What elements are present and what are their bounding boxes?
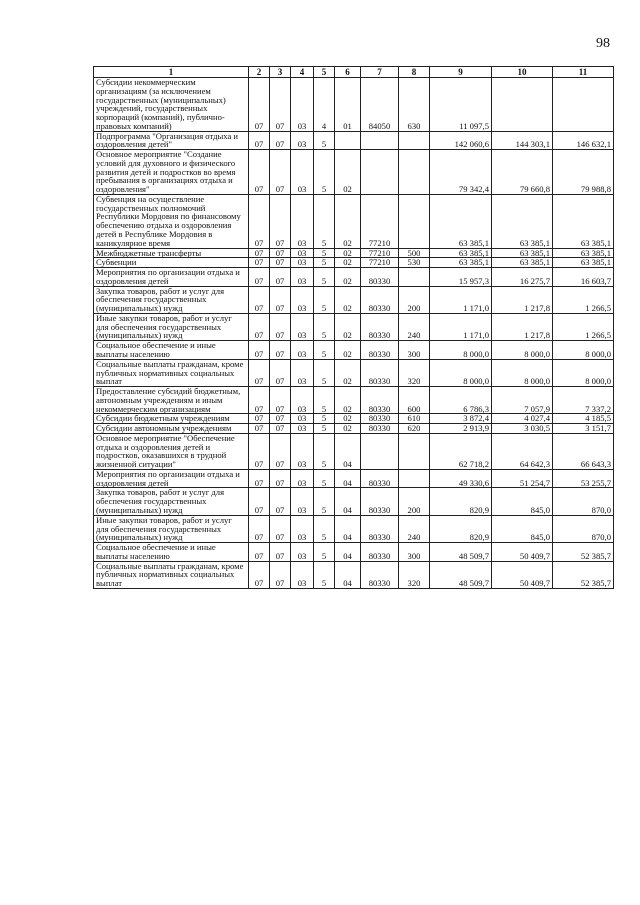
row-code-c4: 03	[291, 286, 314, 313]
row-code-c2: 07	[249, 131, 270, 150]
row-amount-c10: 50 409,7	[492, 561, 553, 588]
column-header: 1	[94, 67, 249, 78]
column-header: 8	[399, 67, 430, 78]
row-code-c6: 01	[335, 78, 361, 132]
row-code-c8: 600	[399, 387, 430, 414]
row-code-c3: 07	[270, 469, 291, 488]
row-amount-c10: 51 254,7	[492, 469, 553, 488]
row-code-c4: 03	[291, 131, 314, 150]
row-code-c5: 5	[314, 469, 335, 488]
row-code-c5: 5	[314, 341, 335, 360]
row-code-c3: 07	[270, 313, 291, 340]
row-code-c7: 80330	[361, 424, 399, 434]
budget-table	[93, 66, 614, 589]
row-amount-c11: 870,0	[553, 488, 614, 515]
row-name: Закупка товаров, работ и услуг для обеспечения государственных (муниципальных) нужд	[94, 488, 249, 515]
row-code-c7: 80330	[361, 359, 399, 386]
row-name: Закупка товаров, работ и услуг для обеспечения государственных (муниципальных) нужд	[94, 286, 249, 313]
row-code-c3: 07	[270, 78, 291, 132]
row-code-c8: 300	[399, 543, 430, 562]
row-code-c2: 07	[249, 78, 270, 132]
row-amount-c11: 63 385,1	[553, 258, 614, 268]
row-code-c6: 02	[335, 313, 361, 340]
row-name: Социальные выплаты гражданам, кроме публичных нормативных социальных выплат	[94, 359, 249, 386]
row-amount-c9: 6 786,3	[430, 387, 492, 414]
row-code-c4: 03	[291, 268, 314, 287]
table-row	[94, 359, 614, 386]
row-amount-c11: 63 385,1	[553, 248, 614, 258]
row-name: Субсидии некоммерческим организациям (за исключением государственных (муниципальных) учреждений, государственных корпораций (компаний), публично-правовых компаний)	[94, 78, 249, 132]
table-row	[94, 341, 614, 360]
row-code-c6: 04	[335, 488, 361, 515]
row-code-c7: 80330	[361, 313, 399, 340]
row-amount-c11: 52 385,7	[553, 543, 614, 562]
row-code-c5: 5	[314, 488, 335, 515]
row-code-c5: 5	[314, 194, 335, 248]
row-name: Социальное обеспечение и иные выплаты населению	[94, 341, 249, 360]
row-code-c6: 02	[335, 387, 361, 414]
row-name: Социальное обеспечение и иные выплаты населению	[94, 543, 249, 562]
row-code-c7: 80330	[361, 543, 399, 562]
row-name: Иные закупки товаров, работ и услуг для обеспечения государственных (муниципальных) нужд	[94, 313, 249, 340]
column-header: 11	[553, 67, 614, 78]
column-header: 3	[270, 67, 291, 78]
row-amount-c11: 3 151,7	[553, 424, 614, 434]
row-code-c2: 07	[249, 258, 270, 268]
row-amount-c9: 15 957,3	[430, 268, 492, 287]
table-row	[94, 543, 614, 562]
row-code-c3: 07	[270, 268, 291, 287]
row-code-c2: 07	[249, 414, 270, 424]
row-amount-c10: 8 000,0	[492, 341, 553, 360]
row-code-c5: 5	[314, 433, 335, 469]
row-code-c6: 02	[335, 150, 361, 195]
row-amount-c9: 2 913,9	[430, 424, 492, 434]
row-code-c6: 02	[335, 248, 361, 258]
row-code-c4: 03	[291, 424, 314, 434]
row-code-c7: 84050	[361, 78, 399, 132]
table-row	[94, 194, 614, 248]
row-code-c8: 320	[399, 561, 430, 588]
row-code-c2: 07	[249, 359, 270, 386]
row-code-c6: 02	[335, 359, 361, 386]
row-code-c8	[399, 268, 430, 287]
row-amount-c10: 64 642,3	[492, 433, 553, 469]
row-code-c5: 5	[314, 150, 335, 195]
row-code-c5: 5	[314, 248, 335, 258]
row-amount-c10: 1 217,8	[492, 286, 553, 313]
row-name: Мероприятия по организации отдыха и оздоровления детей	[94, 268, 249, 287]
row-code-c8	[399, 194, 430, 248]
row-code-c4: 03	[291, 150, 314, 195]
row-code-c2: 07	[249, 150, 270, 195]
row-code-c5: 5	[314, 258, 335, 268]
row-amount-c10: 63 385,1	[492, 258, 553, 268]
row-amount-c10: 63 385,1	[492, 248, 553, 258]
row-amount-c9: 11 097,5	[430, 78, 492, 132]
row-code-c5: 5	[314, 359, 335, 386]
row-code-c7: 80330	[361, 268, 399, 287]
row-code-c3: 07	[270, 150, 291, 195]
row-amount-c9: 63 385,1	[430, 194, 492, 248]
row-amount-c11: 146 632,1	[553, 131, 614, 150]
table-row	[94, 150, 614, 195]
row-amount-c9: 142 060,6	[430, 131, 492, 150]
row-code-c8: 500	[399, 248, 430, 258]
row-amount-c9: 48 509,7	[430, 561, 492, 588]
row-amount-c11: 8 000,0	[553, 359, 614, 386]
row-code-c6: 02	[335, 414, 361, 424]
row-code-c7: 77210	[361, 258, 399, 268]
row-code-c6: 04	[335, 433, 361, 469]
row-amount-c9: 63 385,1	[430, 248, 492, 258]
row-code-c4: 03	[291, 387, 314, 414]
row-amount-c9: 8 000,0	[430, 341, 492, 360]
row-amount-c9: 79 342,4	[430, 150, 492, 195]
row-amount-c10: 144 303,1	[492, 131, 553, 150]
row-code-c7: 80330	[361, 488, 399, 515]
row-code-c7	[361, 433, 399, 469]
row-code-c2: 07	[249, 268, 270, 287]
row-amount-c9: 62 718,2	[430, 433, 492, 469]
row-code-c4: 03	[291, 194, 314, 248]
row-amount-c9: 8 000,0	[430, 359, 492, 386]
row-code-c2: 07	[249, 341, 270, 360]
row-code-c7: 80330	[361, 387, 399, 414]
table-row	[94, 433, 614, 469]
row-code-c4: 03	[291, 313, 314, 340]
row-code-c3: 07	[270, 194, 291, 248]
row-code-c7	[361, 131, 399, 150]
row-code-c2: 07	[249, 248, 270, 258]
row-code-c5: 5	[314, 387, 335, 414]
row-code-c3: 07	[270, 359, 291, 386]
row-code-c4: 03	[291, 515, 314, 542]
row-code-c4: 03	[291, 433, 314, 469]
row-amount-c10: 79 660,8	[492, 150, 553, 195]
row-amount-c10: 8 000,0	[492, 359, 553, 386]
row-code-c8: 240	[399, 515, 430, 542]
row-code-c7: 80330	[361, 515, 399, 542]
row-amount-c10: 3 030,5	[492, 424, 553, 434]
column-header: 10	[492, 67, 553, 78]
row-code-c2: 07	[249, 488, 270, 515]
row-code-c6: 04	[335, 561, 361, 588]
row-code-c6: 02	[335, 194, 361, 248]
row-code-c3: 07	[270, 387, 291, 414]
row-code-c3: 07	[270, 488, 291, 515]
table-row	[94, 424, 614, 434]
row-amount-c9: 3 872,4	[430, 414, 492, 424]
table-row	[94, 131, 614, 150]
row-code-c5: 5	[314, 286, 335, 313]
row-code-c4: 03	[291, 414, 314, 424]
row-code-c2: 07	[249, 469, 270, 488]
row-amount-c10: 1 217,8	[492, 313, 553, 340]
row-amount-c10	[492, 78, 553, 132]
row-code-c3: 07	[270, 515, 291, 542]
row-code-c2: 07	[249, 543, 270, 562]
row-code-c4: 03	[291, 78, 314, 132]
row-amount-c9: 820,9	[430, 515, 492, 542]
row-code-c3: 07	[270, 248, 291, 258]
row-amount-c11: 7 337,2	[553, 387, 614, 414]
row-amount-c10: 7 057,9	[492, 387, 553, 414]
row-amount-c11: 8 000,0	[553, 341, 614, 360]
column-header: 4	[291, 67, 314, 78]
table-row	[94, 515, 614, 542]
row-code-c8	[399, 469, 430, 488]
row-amount-c11: 1 266,5	[553, 286, 614, 313]
row-code-c5: 5	[314, 414, 335, 424]
table-row	[94, 286, 614, 313]
row-amount-c9: 1 171,0	[430, 313, 492, 340]
row-code-c3: 07	[270, 131, 291, 150]
row-code-c8: 620	[399, 424, 430, 434]
row-code-c4: 03	[291, 248, 314, 258]
column-header: 9	[430, 67, 492, 78]
row-amount-c11: 79 988,8	[553, 150, 614, 195]
row-amount-c9: 49 330,6	[430, 469, 492, 488]
row-amount-c10: 845,0	[492, 488, 553, 515]
row-name: Мероприятия по организации отдыха и оздоровления детей	[94, 469, 249, 488]
row-code-c8	[399, 433, 430, 469]
row-amount-c9: 820,9	[430, 488, 492, 515]
row-code-c7: 80330	[361, 414, 399, 424]
row-code-c4: 03	[291, 488, 314, 515]
row-code-c7	[361, 150, 399, 195]
row-name: Подпрограмма "Организация отдыха и оздоровления детей"	[94, 131, 249, 150]
row-amount-c9: 1 171,0	[430, 286, 492, 313]
row-code-c5: 5	[314, 268, 335, 287]
row-code-c2: 07	[249, 515, 270, 542]
row-code-c4: 03	[291, 469, 314, 488]
row-code-c2: 07	[249, 424, 270, 434]
row-code-c3: 07	[270, 433, 291, 469]
row-amount-c11: 63 385,1	[553, 194, 614, 248]
row-code-c8: 630	[399, 78, 430, 132]
row-code-c4: 03	[291, 359, 314, 386]
row-name: Предоставление субсидий бюджетным, автономным учреждениям и иным некоммерческим организациям	[94, 387, 249, 414]
row-code-c5: 5	[314, 424, 335, 434]
table-row	[94, 414, 614, 424]
row-code-c8: 240	[399, 313, 430, 340]
row-code-c7: 80330	[361, 286, 399, 313]
row-code-c4: 03	[291, 543, 314, 562]
row-code-c7: 80330	[361, 561, 399, 588]
row-code-c3: 07	[270, 258, 291, 268]
row-code-c2: 07	[249, 313, 270, 340]
row-code-c6: 04	[335, 515, 361, 542]
table-row	[94, 78, 614, 132]
row-code-c6	[335, 131, 361, 150]
row-amount-c11: 1 266,5	[553, 313, 614, 340]
row-code-c5: 5	[314, 131, 335, 150]
row-code-c8: 200	[399, 286, 430, 313]
table-row	[94, 561, 614, 588]
row-code-c8: 610	[399, 414, 430, 424]
row-code-c5: 5	[314, 561, 335, 588]
row-code-c5: 4	[314, 78, 335, 132]
row-code-c7: 77210	[361, 248, 399, 258]
row-amount-c11: 66 643,3	[553, 433, 614, 469]
row-code-c3: 07	[270, 341, 291, 360]
row-amount-c11: 52 385,7	[553, 561, 614, 588]
row-amount-c11: 53 255,7	[553, 469, 614, 488]
row-code-c8: 300	[399, 341, 430, 360]
header-row	[94, 67, 614, 78]
row-code-c3: 07	[270, 414, 291, 424]
row-code-c8	[399, 150, 430, 195]
row-code-c6: 02	[335, 341, 361, 360]
table-row	[94, 469, 614, 488]
row-code-c6: 02	[335, 286, 361, 313]
row-code-c6: 04	[335, 469, 361, 488]
row-amount-c11: 4 185,5	[553, 414, 614, 424]
row-code-c4: 03	[291, 258, 314, 268]
row-amount-c11: 870,0	[553, 515, 614, 542]
row-code-c6: 02	[335, 258, 361, 268]
row-code-c5: 5	[314, 515, 335, 542]
row-code-c6: 04	[335, 543, 361, 562]
row-code-c7: 80330	[361, 341, 399, 360]
row-code-c5: 5	[314, 313, 335, 340]
table-row	[94, 488, 614, 515]
column-header: 7	[361, 67, 399, 78]
row-code-c2: 07	[249, 561, 270, 588]
row-name: Социальные выплаты гражданам, кроме публичных нормативных социальных выплат	[94, 561, 249, 588]
row-code-c7: 77210	[361, 194, 399, 248]
row-name: Межбюджетные трансферты	[94, 248, 249, 258]
row-name: Основное мероприятие "Создание условий для духовного и физического развития детей и подростков во время пребывания в организациях отдыха и оздоровления"	[94, 150, 249, 195]
row-code-c6: 02	[335, 424, 361, 434]
row-amount-c10: 845,0	[492, 515, 553, 542]
row-code-c3: 07	[270, 543, 291, 562]
table-row	[94, 268, 614, 287]
column-header: 2	[249, 67, 270, 78]
row-amount-c11: 16 603,7	[553, 268, 614, 287]
row-code-c3: 07	[270, 286, 291, 313]
row-code-c2: 07	[249, 387, 270, 414]
row-amount-c10: 16 275,7	[492, 268, 553, 287]
row-code-c3: 07	[270, 561, 291, 588]
row-name: Иные закупки товаров, работ и услуг для обеспечения государственных (муниципальных) нужд	[94, 515, 249, 542]
row-amount-c11	[553, 78, 614, 132]
row-code-c8: 530	[399, 258, 430, 268]
row-amount-c10: 4 027,4	[492, 414, 553, 424]
column-header: 6	[335, 67, 361, 78]
row-name: Субсидии бюджетным учреждениям	[94, 414, 249, 424]
row-code-c8: 200	[399, 488, 430, 515]
row-amount-c9: 63 385,1	[430, 258, 492, 268]
row-name: Субвенция на осуществление государственных полномочий Республики Мордовия по финансовому обеспечению отдыха и оздоровления детей в Республике Мордовия в каникулярное время	[94, 194, 249, 248]
row-code-c5: 5	[314, 543, 335, 562]
row-amount-c10: 63 385,1	[492, 194, 553, 248]
row-name: Основное мероприятие "Обеспечение отдыха и оздоровления детей и подростков, оказавшихся в трудной жизненной ситуации"	[94, 433, 249, 469]
page-number: 98	[596, 36, 610, 51]
row-code-c3: 07	[270, 424, 291, 434]
row-code-c8: 320	[399, 359, 430, 386]
row-code-c2: 07	[249, 286, 270, 313]
row-code-c7: 80330	[361, 469, 399, 488]
row-code-c6: 02	[335, 268, 361, 287]
row-amount-c10: 50 409,7	[492, 543, 553, 562]
column-header: 5	[314, 67, 335, 78]
table-row	[94, 313, 614, 340]
row-code-c2: 07	[249, 433, 270, 469]
table-row	[94, 387, 614, 414]
row-name: Субсидии автономным учреждениям	[94, 424, 249, 434]
row-code-c2: 07	[249, 194, 270, 248]
table-row	[94, 258, 614, 268]
row-code-c4: 03	[291, 561, 314, 588]
row-amount-c9: 48 509,7	[430, 543, 492, 562]
row-code-c8	[399, 131, 430, 150]
row-code-c4: 03	[291, 341, 314, 360]
row-name: Субвенции	[94, 258, 249, 268]
table-row	[94, 248, 614, 258]
